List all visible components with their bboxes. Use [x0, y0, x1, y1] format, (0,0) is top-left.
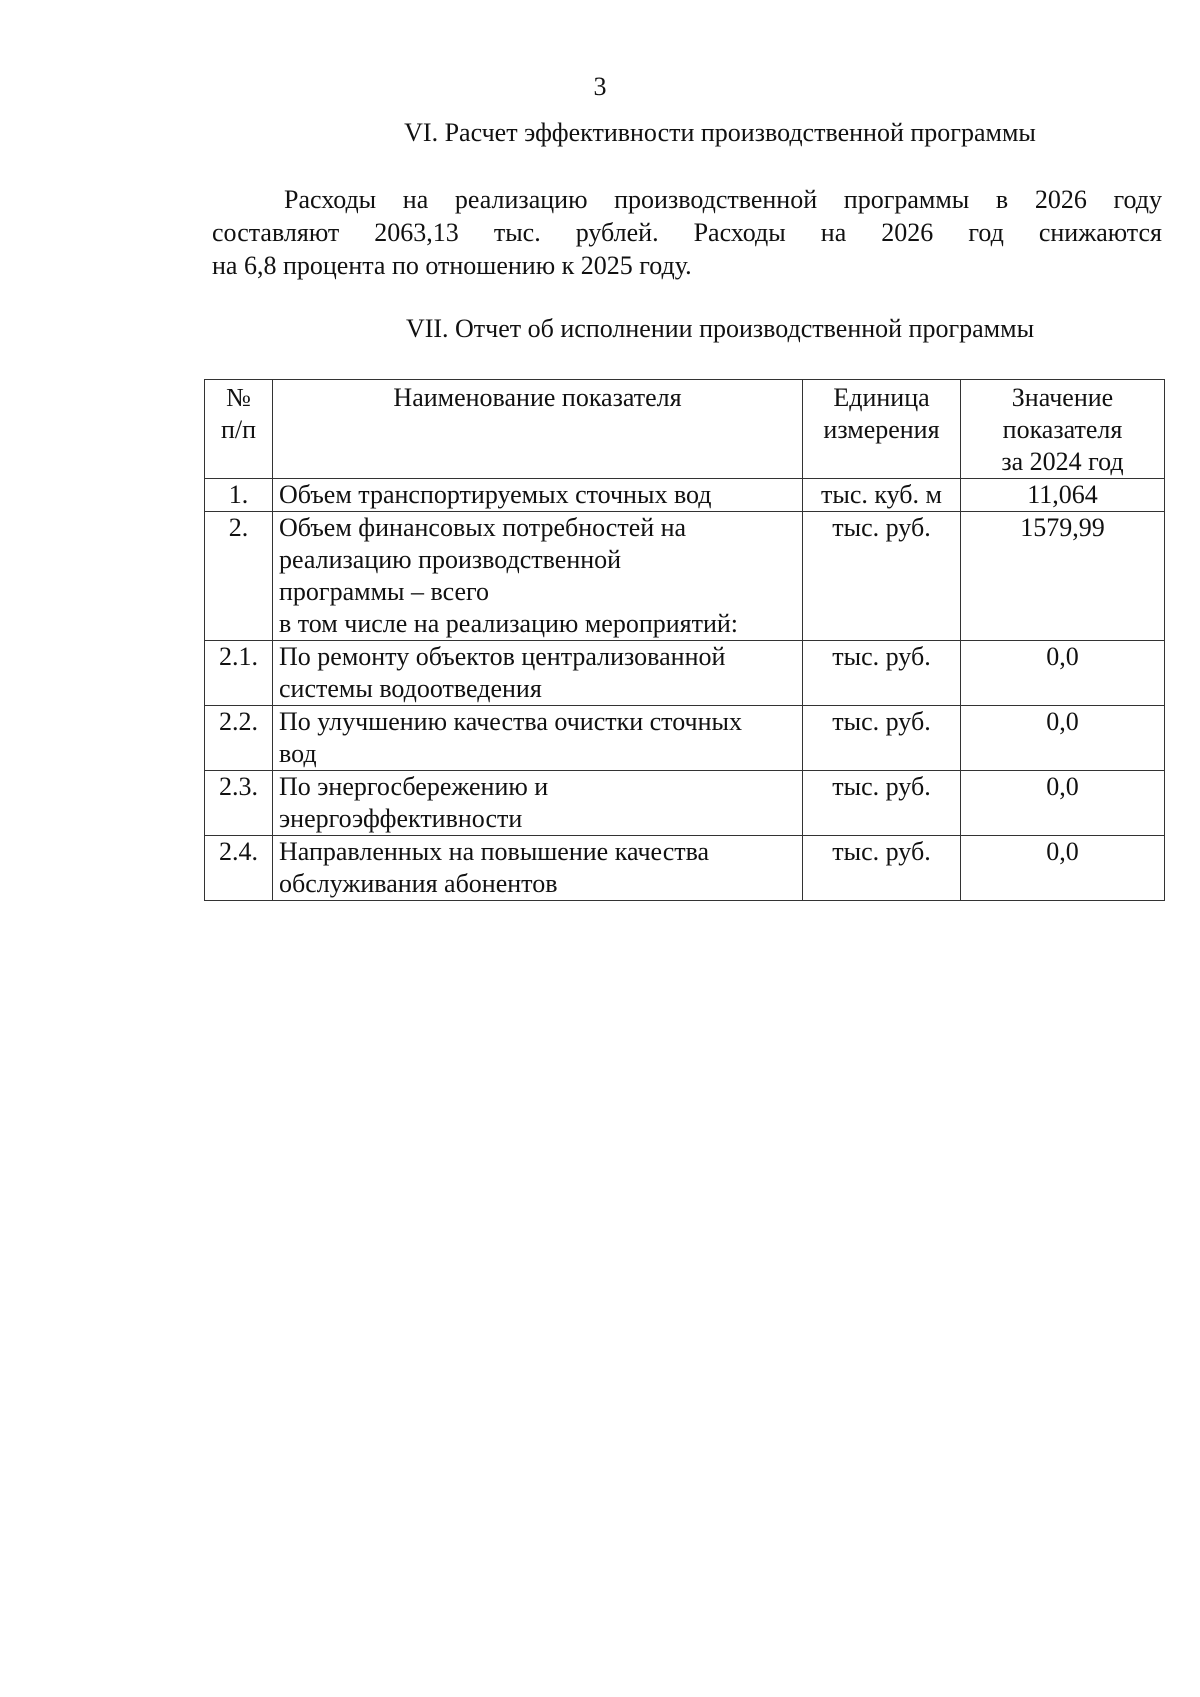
header-line: №	[226, 383, 251, 412]
row-name	[273, 479, 803, 512]
row-name	[273, 706, 803, 771]
row-name-line: обслуживания абонентов	[279, 869, 558, 898]
header-line: за 2024 год	[1001, 447, 1124, 476]
row-name-line: в том числе на реализацию мероприятий:	[279, 609, 739, 638]
row-number: 2.2.	[205, 706, 273, 771]
row-name-line: По энергосбережению и	[279, 772, 549, 801]
row-value: 0,0	[961, 706, 1165, 771]
paragraph-line: составляют 2063,13 тыс. рублей. Расходы на 2026 год снижаются	[212, 218, 1162, 247]
row-value: 0,0	[961, 836, 1165, 901]
section-6-paragraph	[212, 183, 1162, 282]
section-6-title: VI. Расчет эффективности производственной программы	[404, 118, 1036, 147]
row-name-line: программы – всего	[279, 577, 490, 606]
header-line: Наименование показателя	[393, 383, 682, 412]
row-number: 2.3.	[205, 771, 273, 836]
header-unit	[803, 380, 961, 479]
row-number: 2.4.	[205, 836, 273, 901]
header-line: Значение	[1011, 383, 1114, 412]
row-name-line: вод	[279, 739, 317, 768]
paragraph-line: на 6,8 процента по отношению к 2025 году.	[212, 251, 692, 280]
table-row	[205, 512, 1165, 641]
row-value: 0,0	[961, 771, 1165, 836]
header-line: п/п	[220, 415, 257, 444]
row-unit: тыс. руб.	[803, 641, 961, 706]
header-line: измерения	[823, 415, 940, 444]
header-num	[205, 380, 273, 479]
row-number: 2.	[205, 512, 273, 641]
header-line: показателя	[1002, 415, 1123, 444]
row-value: 1579,99	[961, 512, 1165, 641]
table-row	[205, 706, 1165, 771]
paragraph-line: Расходы на реализацию производственной программы в 2026 году	[284, 185, 1162, 214]
row-name-line: реализацию производственной	[279, 545, 622, 574]
row-unit: тыс. куб. м	[803, 479, 961, 512]
row-name-line: Объем финансовых потребностей на	[279, 513, 687, 542]
table-row	[205, 479, 1165, 512]
row-name-line: По улучшению качества очистки сточных	[279, 707, 742, 736]
row-name	[273, 836, 803, 901]
row-number: 2.1.	[205, 641, 273, 706]
header-line: Единица	[833, 383, 930, 412]
row-name	[273, 641, 803, 706]
table-header-row	[205, 380, 1165, 479]
row-number: 1.	[205, 479, 273, 512]
row-name-line: системы водоотведения	[279, 674, 542, 703]
row-unit: тыс. руб.	[803, 771, 961, 836]
row-value: 0,0	[961, 641, 1165, 706]
row-name-line: По ремонту объектов централизованной	[279, 642, 726, 671]
header-value	[961, 380, 1165, 479]
row-name-line: Направленных на повышение качества	[279, 837, 710, 866]
row-value: 11,064	[961, 479, 1165, 512]
row-name	[273, 771, 803, 836]
row-name-line: Объем транспортируемых сточных вод	[279, 480, 712, 509]
row-name	[273, 512, 803, 641]
page-number: 3	[593, 72, 607, 101]
table-row	[205, 836, 1165, 901]
row-unit: тыс. руб.	[803, 706, 961, 771]
header-name	[273, 380, 803, 479]
table-row	[205, 771, 1165, 836]
row-name-line: энергоэффективности	[279, 804, 523, 833]
table-row	[205, 641, 1165, 706]
row-unit: тыс. руб.	[803, 836, 961, 901]
section-7-title: VII. Отчет об исполнении производственной программы	[405, 314, 1035, 343]
execution-report-table	[204, 379, 1165, 901]
row-unit: тыс. руб.	[803, 512, 961, 641]
